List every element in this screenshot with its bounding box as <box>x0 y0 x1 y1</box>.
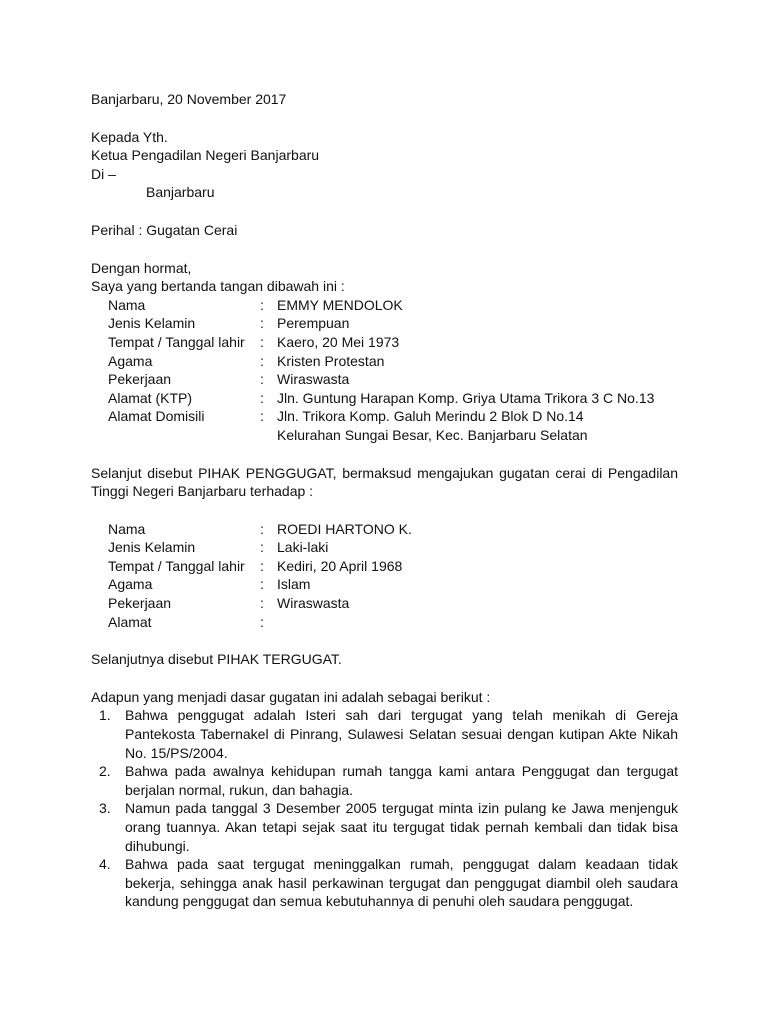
field-colon: : <box>260 389 264 406</box>
plaintiff-row <box>108 389 654 408</box>
field-colon: : <box>260 315 264 332</box>
field-colon: : <box>260 352 264 369</box>
ground-item <box>99 799 678 855</box>
field-label: Alamat Domisili <box>108 408 205 425</box>
field-value: Wiraswasta <box>277 595 350 612</box>
ground-number: 3. <box>99 800 111 817</box>
ground-item <box>99 855 678 911</box>
field-colon: : <box>260 576 264 593</box>
field-value: Laki-laki <box>277 539 329 556</box>
field-value: Wiraswasta <box>277 371 350 388</box>
ground-text: Bahwa pada awalnya kehidupan rumah tangga kami antara Penggugat dan tergugat berjalan normal, rukun, dan bahagia. <box>125 763 678 798</box>
field-label <box>108 426 260 445</box>
plaintiff-row <box>108 370 654 389</box>
defendant-statement: Selanjutnya disebut PIHAK TERGUGAT. <box>91 651 342 668</box>
field-colon <box>260 426 277 445</box>
defendant-row <box>108 613 412 632</box>
spacer <box>91 202 678 221</box>
defendant-row <box>108 520 412 539</box>
ground-number: 2. <box>99 763 111 780</box>
recipient: Ketua Pengadilan Negeri Banjarbaru <box>91 147 320 164</box>
field-colon: : <box>260 613 264 630</box>
intro-line: Saya yang bertanda tangan dibawah ini : <box>91 278 345 295</box>
field-label: Jenis Kelamin <box>108 539 196 556</box>
plaintiff-statement: Selanjut disebut PIHAK PENGGUGAT, bermaksud mengajukan gugatan cerai di Pengadilan Tinggi Negeri Banjarbaru terhadap : <box>91 464 678 500</box>
defendant-row <box>108 557 412 576</box>
field-value: EMMY MENDOLOK <box>277 296 403 313</box>
field-label: Jenis Kelamin <box>108 315 196 332</box>
plaintiff-row <box>108 426 654 445</box>
plaintiff-row <box>108 333 654 352</box>
field-colon: : <box>260 539 264 556</box>
defendant-row <box>108 594 412 613</box>
ground-text: Bahwa pada saat tergugat meninggalkan rumah, penggugat dalam keadaan tidak bekerja, sehingga anak hasil perkawinan tergugat dan penggugat diambil oleh saudara kandung penggugat dan semua kebutuhannya di penuhi oleh saudara penggugat. <box>125 856 678 910</box>
field-value: Islam <box>277 576 311 593</box>
ground-item <box>99 706 678 762</box>
spacer <box>91 445 678 464</box>
field-value: ROEDI HARTONO K. <box>277 520 412 537</box>
grounds-intro: Adapun yang menjadi dasar gugatan ini adalah sebagai berikut : <box>91 688 491 705</box>
field-colon: : <box>260 333 264 350</box>
place-date: Banjarbaru, 20 November 2017 <box>91 91 287 107</box>
greeting: Dengan hormat, <box>91 259 192 276</box>
spacer <box>91 631 678 650</box>
field-colon: : <box>260 371 264 388</box>
field-value: Jln. Guntung Harapan Komp. Griya Utama Trikora 3 C No.13 <box>277 389 655 406</box>
plaintiff-row <box>108 314 654 333</box>
salutation: Kepada Yth. <box>91 128 168 145</box>
subject-line: Perihal : Gugatan Cerai <box>91 221 238 238</box>
ground-number: 4. <box>99 856 111 873</box>
spacer <box>91 109 678 128</box>
defendant-row <box>108 575 412 594</box>
field-value: Kaero, 20 Mei 1973 <box>277 333 400 350</box>
field-value: Kelurahan Sungai Besar, Kec. Banjarbaru Selatan <box>277 426 588 443</box>
field-label: Agama <box>108 352 153 369</box>
ground-item <box>99 762 678 799</box>
ground-text: Bahwa penggugat adalah Isteri sah dari tergugat yang telah menikah di Gereja Pantekosta Tabernakel di Pinrang, Sulawesi Selatan sesuai dengan kutipan Akte Nikah No. 15/PS/2004. <box>125 707 678 761</box>
spacer <box>91 669 678 688</box>
plaintiff-row <box>108 296 654 315</box>
plaintiff-row <box>108 352 654 371</box>
defendant-row <box>108 538 412 557</box>
field-label: Tempat / Tanggal lahir <box>108 333 245 350</box>
field-colon: : <box>260 296 264 313</box>
spacer <box>91 240 678 259</box>
field-label: Nama <box>108 296 146 313</box>
field-colon: : <box>260 520 264 537</box>
grounds-list <box>91 706 678 911</box>
field-colon: : <box>260 408 264 425</box>
plaintiff-details <box>108 296 654 445</box>
addressee-block <box>91 128 678 202</box>
ground-text: Namun pada tanggal 3 Desember 2005 tergugat minta izin pulang ke Jawa menjenguk orang tuannya. Akan tetapi sejak saat itu tergugat tidak pernah kembali dan tidak bisa dihubungi. <box>125 800 678 854</box>
field-colon: : <box>260 557 264 574</box>
addressee-di: Di – <box>91 165 116 182</box>
field-value: Perempuan <box>277 315 350 332</box>
field-label: Alamat (KTP) <box>108 389 193 406</box>
ground-number: 1. <box>99 707 111 724</box>
field-value: Jln. Trikora Komp. Galuh Merindu 2 Blok D No.14 <box>277 408 584 425</box>
field-label: Pekerjaan <box>108 595 172 612</box>
addressee-place: Banjarbaru <box>146 184 215 201</box>
field-label: Alamat <box>108 613 152 630</box>
field-value: Kristen Protestan <box>277 352 385 369</box>
field-label: Nama <box>108 520 146 537</box>
field-label: Agama <box>108 576 153 593</box>
field-label: Tempat / Tanggal lahir <box>108 557 245 574</box>
defendant-details <box>108 520 412 632</box>
field-value <box>277 613 412 632</box>
field-value: Kediri, 20 April 1968 <box>277 557 403 574</box>
spacer <box>91 501 678 520</box>
field-colon: : <box>260 595 264 612</box>
field-label: Pekerjaan <box>108 371 172 388</box>
plaintiff-row <box>108 407 654 426</box>
